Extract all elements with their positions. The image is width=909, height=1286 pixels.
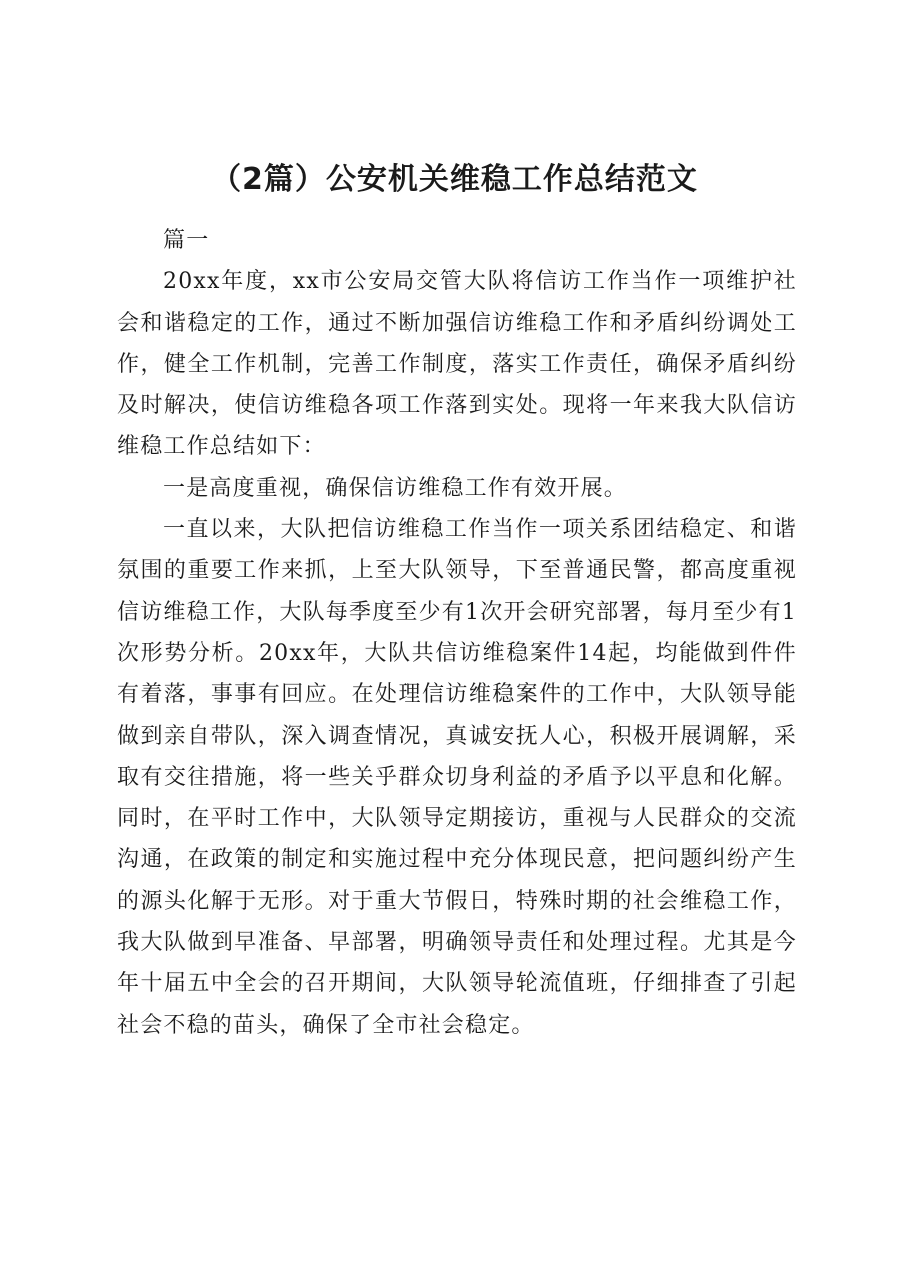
section-heading: 篇一 <box>163 228 210 253</box>
document-body <box>117 220 797 1046</box>
paragraph-detail: 一直以来，大队把信访维稳工作当作一项关系团结稳定、和谐氛围的重要工作来抓，上至大队领导，下至普通民警，都高度重视信访维稳工作，大队每季度至少有1次开会研究部署，每月至少有1次形势分析。20xx年，大队共信访维稳案件14起，均能做到件件有着落，事事有回应。在处理信访维稳案件的工作中，大队领导能做到亲自带队，深入调查情况，真诚安抚人心，积极开展调解，采取有交往措施，将一些关乎群众切身利益的矛盾予以平息和化解。同时，在平时工作中，大队领导定期接访，重视与人民群众的交流沟通，在政策的制定和实施过程中充分体现民意，把问题纠纷产生的源头化解于无形。对于重大节假日，特殊时期的社会维稳工作，我大队做到早准备、早部署，明确领导责任和处理过程。尤其是今年十届五中全会的召开期间，大队领导轮流值班，仔细排查了引起社会不稳的苗头，确保了全市社会稳定。 <box>117 517 797 1038</box>
document-title: （2篇）公安机关维稳工作总结范文 <box>211 162 698 197</box>
paragraph-intro: 20xx年度，xx市公安局交管大队将信访工作当作一项维护社会和谐稳定的工作，通过不断加强信访维稳工作和矛盾纠纷调处工作，健全工作机制，完善工作制度，落实工作责任，确保矛盾纠纷及时解决，使信访维稳各项工作落到实处。现将一年来我大队信访维稳工作总结如下： <box>117 269 797 460</box>
subheading-point-one: 一是高度重视，确保信访维稳工作有效开展。 <box>163 475 628 501</box>
